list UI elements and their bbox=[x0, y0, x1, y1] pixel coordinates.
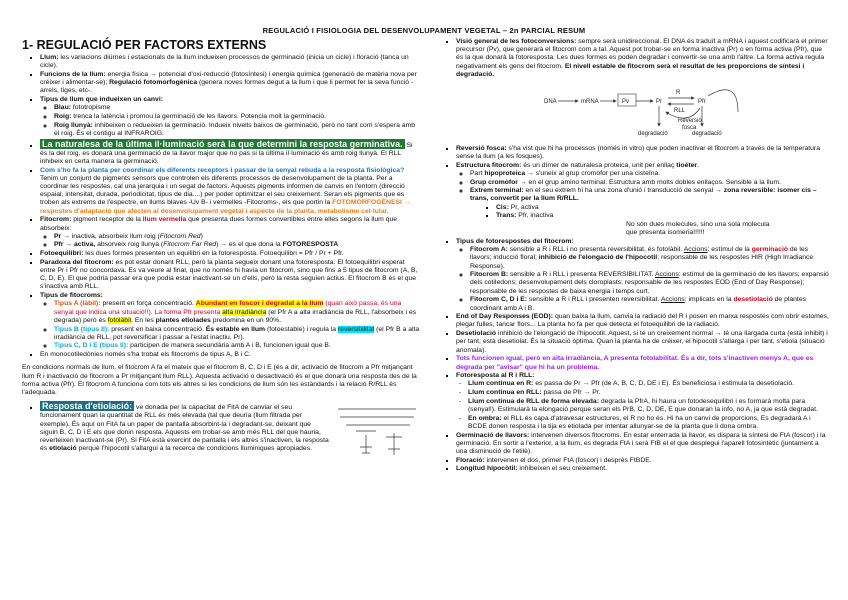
diagram-label: DNA bbox=[544, 98, 557, 105]
diagram-label: degradació bbox=[692, 130, 722, 137]
list-item: ▪ Tots funcionen igual, però en alta irradiància, A presenta fotolabilitat. És a dir, tots s'inactiven menys A, que es degrada per "avisar" que hi ha un problema. bbox=[456, 355, 830, 371]
diagram-label: fosca bbox=[682, 124, 697, 131]
list-item: ▪ La naturalesa de la última il·luminació serà la que determini la resposta germinativa. Si és la del roig, es donarà una germinació de la llavor major que no pas si la última il·luminació és amb roig llunyà. El RLL inhibeix en certa manera la germinació. bbox=[40, 139, 420, 167]
diagram-label: Pfr bbox=[698, 98, 706, 105]
sub-list-item: ◦ Grup cromòfor → en el grup amino terminal. Estructura amb molts dobles enllaços. Sensible a la llum. bbox=[470, 179, 830, 187]
sub-list-item: ◦ Fitocrom B: sensible a R i RLL i presenta REVERSIBILITAT. Accions: estímul de la germinació de les llavors; expansió dels cotiledons; desenvolupament dels cloroplasts; responsable de les respostes EOD (End of Day Response); responsable de les respostes de baixa energia i temps curt. bbox=[470, 271, 830, 296]
sub-list-item: ◦ Part hipoproteica → s'uneix al grup cromòfor per una cisteïna. bbox=[470, 170, 830, 178]
sub-list-item: ◦ Tipus C, D i E (tipus II): participen de manera secundària amb A i B, funcionen igual que B. bbox=[54, 342, 420, 350]
paragraph: En condicions normals de llum, el fitocrom A fa el mateix que el fitocrom B, C, D i E (és a dir, activació de fitocrom a Pfr mitjançant llum R i inactivació de fitocrom a Pr mitjançant llum RLL). Aquesta activació o desactivació és el que donarà una resposta des de la forma activa (Pfr). El fitocrom A funciona com tots els altres si les condicions de llum són les estàndards i la relació R/RLL és l'adequada. bbox=[22, 364, 417, 396]
list-item: ▪ Tipus de fitocroms: ◦ Tipus A (làbil): present en força concentració. Abundant en foscor i degradat a la llum (quan això passa, és una senyal que indica una situació!!). La forma Pfr presenta alta irradiància (el Pfr A a alta irradiància de RLL, l'absorbeix i es degrada) però és fotolàbil. En les plantes etiolades predomina en un 90%. ◦ Tipus B (tipus II): present en baixa concentració. És estable en llum (fotoestable) i regula la reversibilitat (el Pfr B a alta irradiància de RLL, pot reversificar i passar a l'estat inactiu, Pr). ◦ Tipus C, D i E (tipus II): participen de manera secundària amb A i B, funcionen igual que B. bbox=[40, 292, 420, 350]
sub-list-item: ◦ Tipus A (làbil): present en força concentració. Abundant en foscor i degradat a la llum (quan això passa, és una senyal que indica una situació!!). La forma Pfr presenta alta irradiància (el Pfr A a alta irradiància de RLL, l'absorbeix i es degrada) però és fotolàbil. En les plantes etiolades predomina en un 90%. bbox=[54, 300, 420, 325]
list-item: ▪ Floració: intervenen el dos, primer FtA (foscor) i desprès FtBDE. bbox=[456, 457, 830, 465]
sub-list-item: ◦ Fitocrom C, D i E: sensible a R i RLL i presenten reversibilitat. Accions: implicats en la desetiolació de plantes coordinant amb A i B. bbox=[470, 296, 830, 312]
sub-list-item: ◦ Tipus B (tipus II): present en baixa concentració. És estable en llum (fotoestable) i regula la reversibilitat (el Pfr B a alta irradiància de RLL, pot reversificar i passar a l'estat inactiu, Pr). bbox=[54, 326, 420, 342]
list-item: ▪ Fotoresposta al R i RLL: - Llum continua en R: es passa de Pr → Pfr (de A, B, C, D, DE i E). És beneficiosa i estimula la desetiolació. - Llum continua en RLL: passa de Pfr → Pr. - Llum continua de RLL de forma elevada: degrada la PfrA, hi haura un fotodesequilibri i es formarà molta para (senyal!). Estimularà la elongació perque seran els PrB, C, D, DE, E que donaran la info, no A, ja que està degradat. - En ombra: el RLL és capa d'atravesar estructures, el R no ho és. Hi ha un canvi de proporcions, Es degradarà A i BCDE donen resposta i la tija es etiolada per intentar allunyar-se de la planta que li dona ombra. bbox=[456, 372, 830, 431]
sub-list bbox=[456, 170, 830, 221]
sub-list bbox=[456, 380, 830, 431]
diagram-label: RLL bbox=[674, 107, 686, 114]
highlight-heading: La naturalesa de la última il·luminació serà la que determini la resposta germinativa. bbox=[42, 138, 403, 149]
list-item: ▪ Fitocrom: pigment receptor de la llum vermella que presenta dues formes convertibles entre elles segons la llum que absorbeix: ◦ Pr → inactiva, absorbeix llum roig (Fitocrom Red) ◦ Pfr → activa, absorveix roig llunyà (Fitocrom Far Red) → es el que dona la FOTORESPOSTA bbox=[40, 216, 420, 249]
sub-list-item: - En ombra: el RLL és capa d'atravesar estructures, el R no ho és. Hi ha un canvi de proporcions, Es degradarà A i BCDE donen resposta i la tija es etiolada per intentar allunyar-se de la planta que li dona ombra. bbox=[468, 415, 830, 431]
list-item: ▪ Estructura fitocrom: és un dímer de naturalesa proteica, unit per enllaç tioèter. ◦ Part hipoproteica → s'uneix al grup cromòfor per una cisteïna. ◦ Grup cromòfor → en el grup amino terminal. Estructura amb molts dobles enllaços. Sensible a la llum. ◦ Extrem terminal: en el seu extrem hi ha una zona d'unió i transducció de senyal → zona reversible: isomer cis – trans, convertit per la llum R/RLL. ▪ Cis: Pr, activa ▪ Trans: Pfr, inactiva No són dues molecules, sino una sola molecula que presenta isomeria!!!!!! bbox=[456, 162, 830, 238]
list-item: ▪ En monocotiledònies només s'ha trobat els fitocroms de tipus A, B i C. bbox=[40, 351, 420, 359]
sub-list bbox=[40, 300, 420, 350]
sub-list-item: ◦ Blau: fototropisme bbox=[54, 104, 420, 112]
list-item: ▪ Reversió fosca: s'ha vist que hi ha processos (només in vitro) que poden inactivar el fitocrom a través de la temperatura sense la llum (a les fosques). bbox=[456, 145, 830, 161]
list-item: ▪ Desetiolació inhibició de l'elongació de l'hipocotil. Aquest, si té un creixement normal → té una llargada curta (està inhibit) i per tant, està desetiolat. És la situació òptima. Quan la planta ha de créixer, el hipocotil s'allarga i per tant, s'etiola (situació anomala). bbox=[456, 330, 830, 355]
list-item: ▪ Com s'ho fa la planta per coordinar els diferents receptors i passar de la senyal rebuda a la resposta fisiològica? Tenim un conjunt de pigments sensors que controlen els diferents processos de desenvolupament de la planta. Per a coordinar les respostes, cal una jerarquia i un segat de factors. Aquests pigments informen de canvis en l'entorn (direcció espaial, intensitat, durada, periodicitat, tipus de dia....) per poder optimitzar el seu creixement. Seran els pigments que es troben als extrems de l'espectre, en llums blaves -Uv B- i vermelles -Fitocroms-, els que portin la FOTOMORFOGÈNESI → respostes d'adaptació que afecten al desenvolupament vegetal i aspecte de la planta, metabolisme cel·lular. bbox=[40, 167, 420, 216]
sub-list-item: ◦ Fitocrom A: sensible a R i RLL i no presenta reversibilitat, és fotolàbil. Accions: estímul de la germinació de les llavors; inducció floral; inhibició de l'elongació de l'hipocotil; responsable de les respostes HIR (High Irradiance Response). bbox=[470, 246, 830, 271]
etiolation-sketch bbox=[336, 403, 420, 461]
main-list bbox=[438, 145, 830, 474]
diagram-label: Pv bbox=[622, 98, 630, 105]
sub-list bbox=[40, 104, 420, 138]
left-column bbox=[22, 38, 420, 461]
diagram-label: mRNA bbox=[581, 98, 599, 105]
sub-list bbox=[456, 246, 830, 313]
sub-list-item: - Llum continua de RLL de forma elevada: degrada la PfrA, hi haura un fotodesequilibri i es formarà molta para (senyal!). Estimularà la elongació perque seran els PrB, C, D, DE, E que donaran la info, no A, ja que està degradat. bbox=[468, 398, 830, 414]
right-column bbox=[438, 38, 830, 474]
diagram-label: degradació bbox=[638, 130, 668, 137]
list-item: ▪ Paradoxa del fitocrom: es pot estar donant RLL, però la planta segueix donant una fotoresposta. El fotoequilibri esperat entre Pr i Pfr no concordava. Es va veure al final, que no només hi havia un fitocrom, sino que fins a 5 tipus de fitocrom (A, B, C, D, E). El que podria passar era que podia estar inactivant-se un d'ells, però la resta seguien actius. El fitocrom B és el que s'inactiva amb RLL. bbox=[40, 259, 420, 292]
main-list bbox=[438, 38, 830, 79]
sub-sub-list bbox=[470, 204, 830, 221]
list-item: ▪ Resposta d'etiolació: ve donada per la capacitat de FitA de canviar el seu funcionament quan la quantitat de RLL és més elevada (tal que deuria (llum filtrada per exemple). És aquí on FitA fa un paper de pantalla absorbint-la i degradant-se, deixant que siguin B, C, D i E els que donin resposta. Aquests em trobar-se amb més RLL del que hauria, reverteixen inactivant-se (Pr). Si FitA està exercint de pantalla i els altres s'inactiven, la resposta és etiolació perquè l'hipocotil s'allargui a la recerca de condicions lluminiques apropiades. bbox=[40, 401, 420, 453]
sub-list bbox=[40, 233, 420, 250]
sub-list-item: ◦ Pfr → activa, absorveix roig llunyà (Fitocrom Far Red) → es el que dona la FOTORESPOSTA bbox=[54, 241, 420, 249]
list-item: ▪ Longitud hipocòtil: inhibeixen el seu creixement. bbox=[456, 465, 830, 473]
list-item: ▪ Llum: les variacions diürnes i estacionals de la llum indueixen processos de germinació (inicia un cicle) i floració (tanca un cicle). bbox=[40, 54, 420, 70]
list-item: ▪ Visió general de les fotoconversions: sempre serà unidireccional. El DNA és traduït a mRNA i aquest codificarà el primer precursor (Pv), que generarà el fitocrom com a tal. Aquest pot trobar-se en forma inactiva (Pr) o en forma activa (Pfr), que és la que donarà la fotoresposta. Les dues formes es poden degradar i convertir-se una amb l'altre. La forma activa regula negativament els gens del fitocrom. El nivell estable de fitocrom serà el resultat de les proporcions de síntesi i degradació. bbox=[456, 38, 830, 79]
list-item: ▪ Fotoequilibri: les dues formes presenten un equilibri en la fotoresposta. Fotoequilibri = Pfr / Pr + Pfr. bbox=[40, 250, 420, 258]
sub-list-item: - Llum continua en RLL: passa de Pfr → Pr. bbox=[468, 389, 830, 397]
main-list bbox=[22, 54, 420, 359]
list-item: ▪ End of Day Responses (EOD): quan baixa la llum, canvia la radiació del R i posen en marxa respostes com obrir estomes, plegar fulles, tancar flors... La planta ho fa per que detecta el fotoequilibri de la radiació. bbox=[456, 313, 830, 329]
sub-list-item: ◦ Roig: trenca la latència i promou la germinació de les llavors. Potencia molt la germinació. bbox=[54, 113, 420, 121]
document-header: REGULACIÓ I FISIOLOGIA DEL DESENVOLUPAMENT VEGETAL – 2n PARCIAL RESUM bbox=[262, 26, 586, 35]
diagram-label: R bbox=[676, 89, 681, 96]
diagram-label: Pr bbox=[656, 98, 662, 105]
isomer-note: No són dues molecules, sino una sola molecula que presenta isomeria!!!!!! bbox=[626, 221, 770, 237]
sub-list-item: ◦ Pr → inactiva, absorbeix llum roig (Fitocrom Red) bbox=[54, 233, 420, 241]
phytochrome-diagram bbox=[438, 82, 830, 138]
list-item: ▪ Germinació de llavors: intervenen diversos fitocroms. En estar enterrada la llavor, es dispara la síntesi de FtA (foscor) i la germinació. En sortir a l'exterior, a la llum, es degrada FtA i serà FtB el el que desplegui l'aparell fotosintètic (juntament a una disminució de l'etilè). bbox=[456, 432, 830, 457]
diagram-label: Reversió bbox=[678, 117, 702, 124]
list-item: ▪ Tipus de llum que indueixen un canvi: ◦ Blau: fototropisme ◦ Roig: trenca la latència i promou la germinació de les llavors. Potencia molt la germinació. ◦ Roig llunyà: inhibeixen o redueixen la germinació. Indueix nivells baixos de germinació, però no tant com s'espera amb el roig. És el contigu al INFRAROIG. bbox=[40, 96, 420, 138]
sub-list-item: - Llum continua en R: es passa de Pr → Pfr (de A, B, C, D, DE i E). És beneficiosa i estimula la desetiolació. bbox=[468, 380, 830, 388]
main-list bbox=[22, 401, 420, 453]
sub-sub-list-item: ▪ Cis: Pr, activa bbox=[496, 204, 830, 212]
sub-list-item: ◦ Roig llunyà: inhibeixen o redueixen la germinació. Indueix nivells baixos de germinació, però no tant com s'espera amb el roig. És el contigu al INFRAROIG. bbox=[54, 122, 420, 138]
sub-list-item: ◦ Extrem terminal: en el seu extrem hi ha una zona d'unió i transducció de senyal → zona reversible: isomer cis – trans, convertit per la llum R/RLL. ▪ Cis: Pr, activa ▪ Trans: Pfr, inactiva bbox=[470, 187, 830, 220]
sub-sub-list-item: ▪ Trans: Pfr, inactiva bbox=[496, 212, 830, 220]
list-item: ▪ Funcions de la llum: energia física → potencial d'oxi-reducció (fotosíntesi) i energia química (generació de matèria nova per créixer i alimentar-se); Regulació fotomorfogènica (genera noves formes degut a la llum i que li permet fer la seva funció -arrels, tiges, etc-. bbox=[40, 71, 420, 96]
highlight-heading: Resposta d'etiolació: bbox=[42, 401, 133, 412]
section-heading: 1- REGULACIÓ PER FACTORS EXTERNS bbox=[22, 38, 267, 52]
list-item: ▪ Tipus de fotorespostes del fitocrom: ◦ Fitocrom A: sensible a R i RLL i no presenta reversibilitat, és fotolàbil. Accions: estímul de la germinació de les llavors; inducció floral; inhibició de l'elongació de l'hipocotil; responsable de les respostes HIR (High Irradiance Response). ◦ Fitocrom B: sensible a R i RLL i presenta REVERSIBILITAT. Accions: estímul de la germinació de les llavors; expansió dels cotiledons; desenvolupament dels cloroplasts; responsable de les respostes EOD (End of Day Response); responsable de les respostes de baixa energia i temps curt. ◦ Fitocrom C, D i E: sensible a R i RLL i presenten reversibilitat. Accions: implicats en la desetiolació de plantes coordinant amb A i B. bbox=[456, 238, 830, 313]
